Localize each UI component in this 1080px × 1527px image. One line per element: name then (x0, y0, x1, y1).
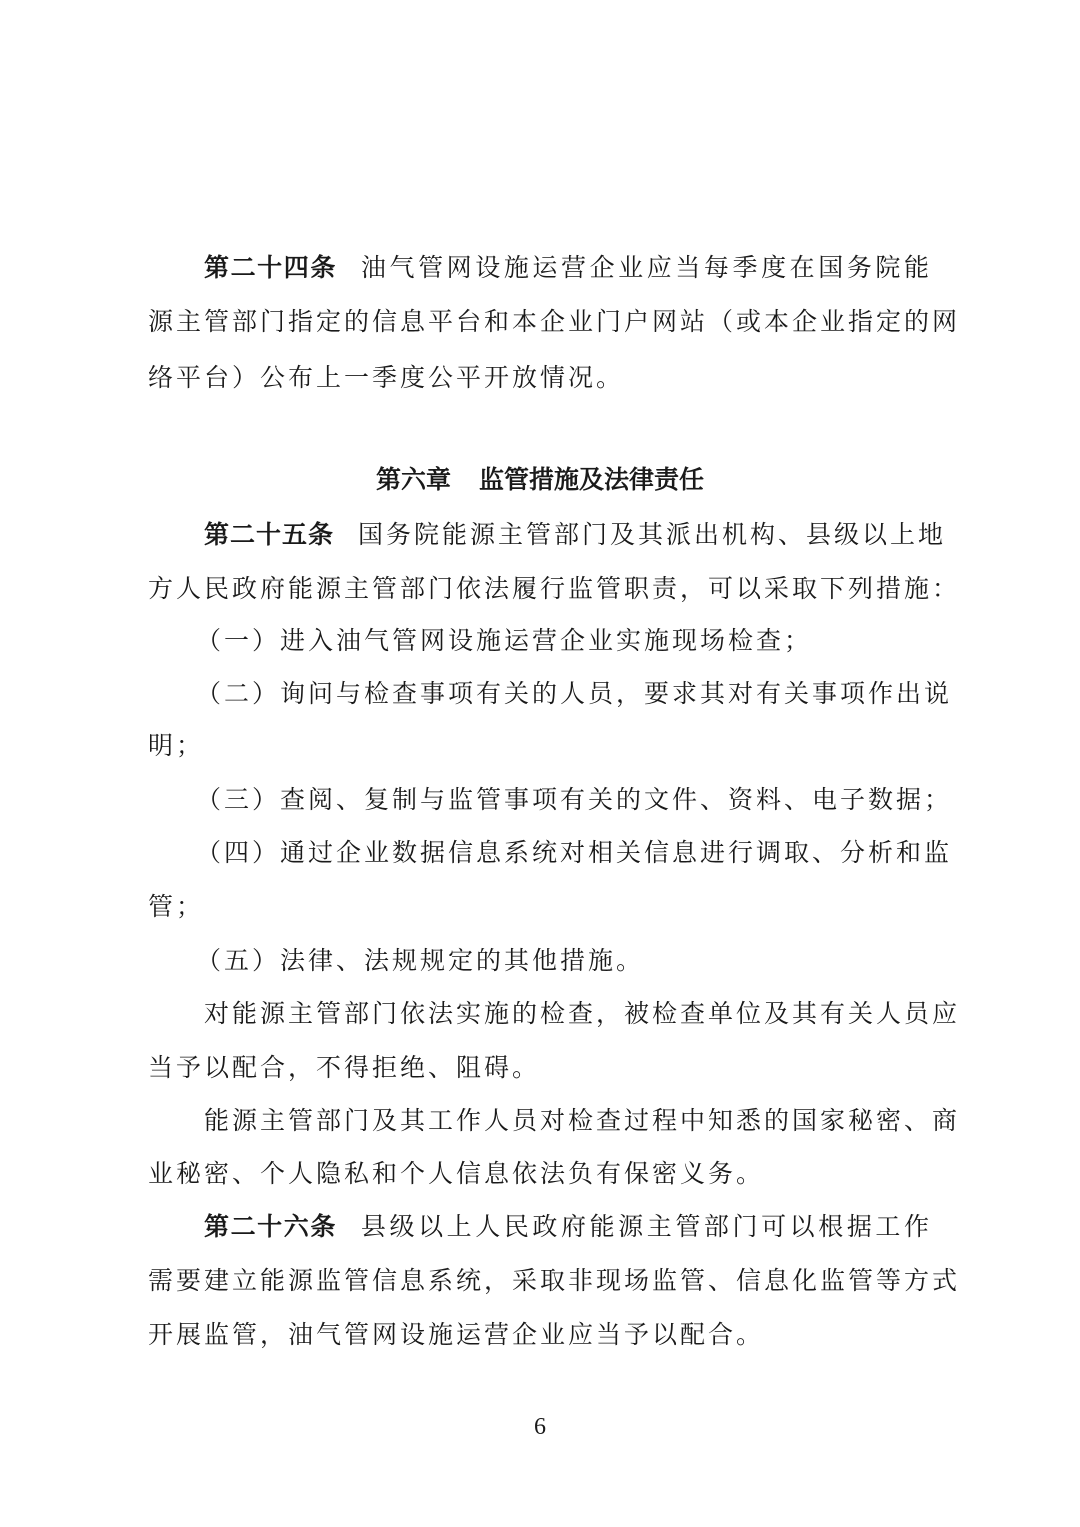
article-label: 第二十五条 (204, 520, 335, 549)
list-item: （一）进入油气管网设施运营企业实施现场检查； (196, 626, 813, 655)
list-item: （二）询问与检查事项有关的人员，要求其对有关事项作出说 (196, 679, 953, 708)
text-line: 能源主管部门及其工作人员对检查过程中知悉的国家秘密、商 (204, 1106, 961, 1135)
text-line: 需要建立能源监管信息系统，采取非现场监管、信息化监管等方式 (148, 1266, 961, 1295)
list-item: （三）查阅、复制与监管事项有关的文件、资料、电子数据； (196, 785, 953, 814)
list-item: （五）法律、法规规定的其他措施。 (196, 946, 645, 975)
text-line: 业秘密、个人隐私和个人信息依法负有保密义务。 (148, 1159, 765, 1188)
text-line: 当予以配合，不得拒绝、阻碍。 (148, 1053, 541, 1082)
list-item: （四）通过企业数据信息系统对相关信息进行调取、分析和监 (196, 838, 953, 867)
article-label: 第二十六条 (204, 1212, 337, 1241)
article-26-line: 第二十六条 县级以上人民政府能源主管部门可以根据工作 (204, 1212, 932, 1241)
text-line: 开展监管，油气管网设施运营企业应当予以配合。 (148, 1320, 765, 1349)
text-line: 源主管部门指定的信息平台和本企业门户网站（或本企业指定的网 (148, 307, 961, 336)
text-line: 方人民政府能源主管部门依法履行监管职责，可以采取下列措施： (148, 574, 961, 603)
text-line: 对能源主管部门依法实施的检查，被检查单位及其有关人员应 (204, 999, 961, 1028)
article-25-line: 第二十五条 国务院能源主管部门及其派出机构、县级以上地 (204, 520, 947, 549)
article-24-line: 第二十四条 油气管网设施运营企业应当每季度在国务院能 (204, 253, 932, 282)
article-label: 第二十四条 (204, 253, 337, 282)
chapter-heading: 第六章 监管措施及法律责任 (375, 465, 705, 494)
text-line: 络平台）公布上一季度公平开放情况。 (148, 363, 625, 392)
page-number: 6 (534, 1414, 546, 1440)
text-line: 明； (148, 731, 205, 760)
text-line: 管； (148, 892, 205, 921)
